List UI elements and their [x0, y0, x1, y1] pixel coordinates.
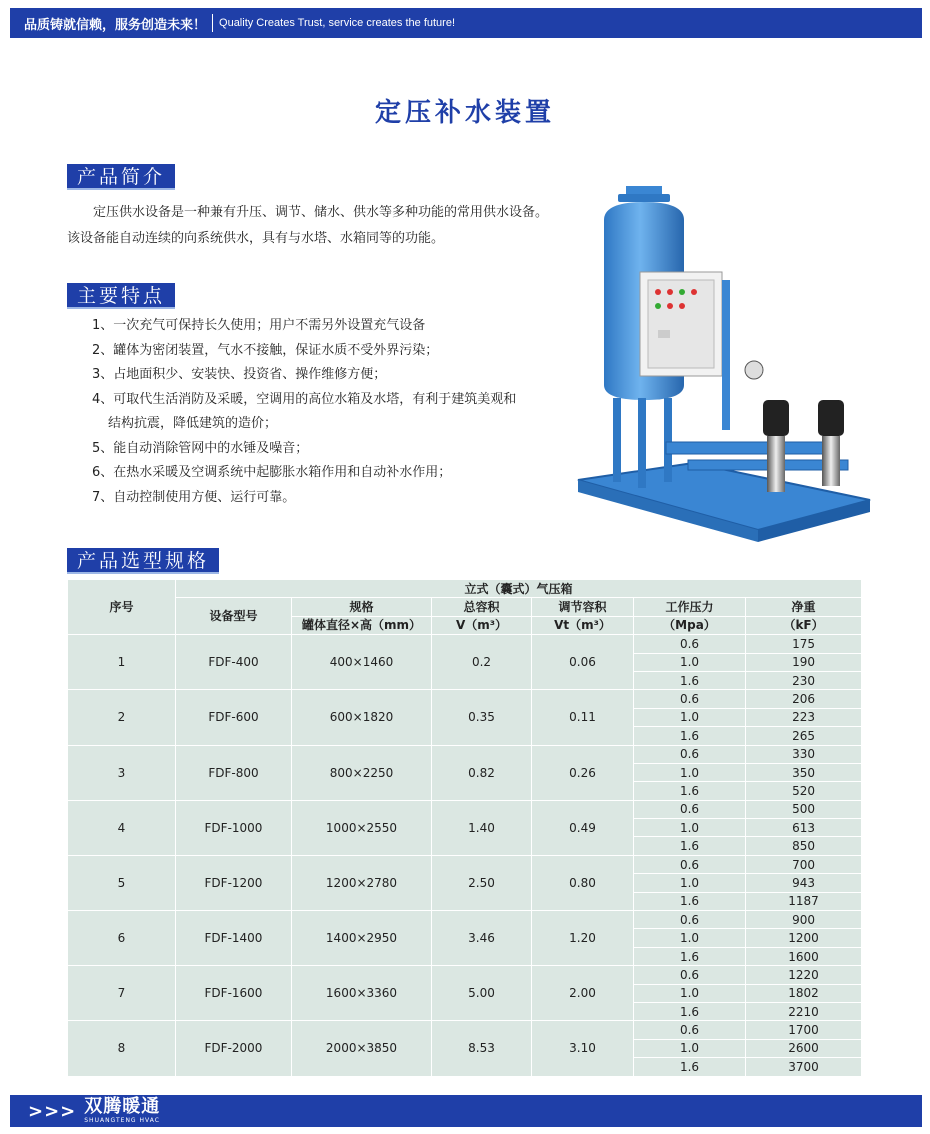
intro-heading: 产品简介 — [67, 164, 175, 190]
cell-weight: 2210 — [746, 1002, 862, 1020]
cell-size: 2000×3850 — [292, 1021, 432, 1076]
cell-volume: 2.50 — [432, 855, 532, 910]
cell-adjust: 3.10 — [532, 1021, 634, 1076]
cell-weight: 175 — [746, 635, 862, 653]
cell-weight: 190 — [746, 653, 862, 671]
slogan-en: Quality Creates Trust, service creates the future! — [219, 17, 455, 29]
features-heading: 主要特点 — [67, 283, 175, 309]
feature-item: 6、在热水采暖及空调系统中起膨胀水箱作用和自动补水作用； — [92, 465, 452, 480]
spec-table-body — [68, 635, 862, 1076]
cell-model: FDF-1600 — [176, 966, 292, 1021]
cell-pressure: 1.6 — [634, 892, 746, 910]
cell-volume: 0.2 — [432, 635, 532, 690]
cell-volume: 0.35 — [432, 690, 532, 745]
cell-pressure: 0.6 — [634, 745, 746, 763]
cell-weight: 850 — [746, 837, 862, 855]
cell-weight: 1220 — [746, 966, 862, 984]
cell-adjust: 0.11 — [532, 690, 634, 745]
cell-weight: 1700 — [746, 1021, 862, 1039]
cell-volume: 3.46 — [432, 911, 532, 966]
table-row — [68, 690, 862, 708]
table-row — [68, 745, 862, 763]
col-size-header: 规格 — [292, 598, 432, 616]
cell-pressure: 0.6 — [634, 800, 746, 818]
cell-size: 600×1820 — [292, 690, 432, 745]
group-header: 立式（囊式）气压箱 — [176, 580, 862, 598]
feature-item-continuation: 结构抗震，降低建筑的造价； — [108, 416, 278, 431]
cell-size: 400×1460 — [292, 635, 432, 690]
page-title: 定压补水装置 — [374, 98, 555, 128]
header-separator — [212, 14, 213, 32]
cell-adjust: 2.00 — [532, 966, 634, 1021]
features-list — [92, 314, 562, 510]
intro-paragraph: 定压供水设备是一种兼有升压、调节、储水、供水等多种功能的常用供水设备。该设备能自动连续的向系统供水，具有与水塔、水箱同等的功能。 — [67, 205, 549, 246]
cell-adjust: 0.26 — [532, 745, 634, 800]
table-row — [68, 911, 862, 929]
col-weight-unit: （kF） — [746, 616, 862, 634]
cell-pressure: 1.6 — [634, 947, 746, 965]
cell-seq: 3 — [68, 745, 176, 800]
intro-text — [67, 200, 557, 252]
cell-weight: 230 — [746, 671, 862, 689]
feature-item-text: 4、可取代生活消防及采暖，空调用的高位水箱及水塔，有利于建筑美观和 — [92, 391, 517, 407]
col-seq-header: 序号 — [68, 580, 176, 635]
cell-seq: 1 — [68, 635, 176, 690]
table-row — [68, 1021, 862, 1039]
col-volume-header: 总容积 — [432, 598, 532, 616]
col-adjust-unit: Vt（m³） — [532, 616, 634, 634]
feature-item: 3、占地面积少、安装快、投资省、操作维修方便； — [92, 367, 387, 382]
product-image — [558, 180, 876, 550]
col-adjust-header: 调节容积 — [532, 598, 634, 616]
cell-weight: 1802 — [746, 984, 862, 1002]
cell-weight: 700 — [746, 855, 862, 873]
cell-pressure: 1.6 — [634, 782, 746, 800]
cell-volume: 1.40 — [432, 800, 532, 855]
brand-logo — [84, 1098, 160, 1124]
feature-item: 5、能自动消除管网中的水锤及噪音； — [92, 440, 309, 456]
cell-seq: 8 — [68, 1021, 176, 1076]
cell-size: 1200×2780 — [292, 855, 432, 910]
footer-bar — [10, 1095, 922, 1127]
cell-weight: 1187 — [746, 892, 862, 910]
col-pressure-unit: （Mpa） — [634, 616, 746, 634]
cell-adjust: 1.20 — [532, 911, 634, 966]
table-row — [68, 635, 862, 653]
cell-model: FDF-1200 — [176, 855, 292, 910]
cell-model: FDF-400 — [176, 635, 292, 690]
cell-adjust: 0.80 — [532, 855, 634, 910]
cell-pressure: 1.6 — [634, 671, 746, 689]
feature-item: 2、罐体为密闭装置，气水不接触，保证水质不受外界污染； — [92, 342, 439, 358]
col-volume-unit: V（m³） — [432, 616, 532, 634]
spec-table — [67, 579, 862, 1077]
cell-size: 1400×2950 — [292, 911, 432, 966]
cell-weight: 943 — [746, 874, 862, 892]
cell-weight: 206 — [746, 690, 862, 708]
cell-weight: 2600 — [746, 1039, 862, 1057]
cell-volume: 5.00 — [432, 966, 532, 1021]
cell-weight: 350 — [746, 763, 862, 781]
cell-model: FDF-2000 — [176, 1021, 292, 1076]
cell-weight: 900 — [746, 911, 862, 929]
table-row — [68, 966, 862, 984]
control-cabinet — [640, 272, 730, 430]
cell-pressure: 1.0 — [634, 984, 746, 1002]
cell-weight: 613 — [746, 819, 862, 837]
cell-pressure: 1.6 — [634, 1002, 746, 1020]
cell-weight: 330 — [746, 745, 862, 763]
brand-name-en: SHUANGTENG HVAC — [84, 1117, 160, 1124]
cell-pressure: 1.0 — [634, 1039, 746, 1057]
cell-adjust: 0.06 — [532, 635, 634, 690]
cell-seq: 4 — [68, 800, 176, 855]
cell-size: 1600×3360 — [292, 966, 432, 1021]
cell-pressure: 1.0 — [634, 708, 746, 726]
col-pressure-header: 工作压力 — [634, 598, 746, 616]
specs-heading: 产品选型规格 — [67, 548, 219, 574]
cell-volume: 0.82 — [432, 745, 532, 800]
cell-pressure: 1.6 — [634, 727, 746, 745]
cell-pressure: 1.0 — [634, 874, 746, 892]
cell-size: 1000×2550 — [292, 800, 432, 855]
cell-weight: 3700 — [746, 1058, 862, 1076]
cell-pressure: 0.6 — [634, 635, 746, 653]
table-row — [68, 800, 862, 818]
header-bar — [10, 8, 922, 38]
footer-arrows: >>> — [28, 1100, 77, 1122]
cell-model: FDF-800 — [176, 745, 292, 800]
cell-weight: 1200 — [746, 929, 862, 947]
feature-item — [92, 388, 562, 437]
cell-weight: 500 — [746, 800, 862, 818]
cell-seq: 5 — [68, 855, 176, 910]
cell-weight: 520 — [746, 782, 862, 800]
cell-pressure: 1.6 — [634, 1058, 746, 1076]
cell-pressure: 1.0 — [634, 763, 746, 781]
feature-item: 1、一次充气可保持长久使用；用户不需另外设置充气设备 — [92, 318, 426, 333]
brand-name-cn: 双腾暖通 — [84, 1096, 161, 1117]
cell-model: FDF-1000 — [176, 800, 292, 855]
cell-pressure: 0.6 — [634, 690, 746, 708]
cell-adjust: 0.49 — [532, 800, 634, 855]
cell-model: FDF-600 — [176, 690, 292, 745]
cell-pressure: 1.0 — [634, 653, 746, 671]
cell-pressure: 0.6 — [634, 855, 746, 873]
cell-weight: 223 — [746, 708, 862, 726]
cell-seq: 6 — [68, 911, 176, 966]
table-row — [68, 855, 862, 873]
feature-item: 7、自动控制使用方便、运行可靠。 — [92, 489, 296, 505]
col-weight-header: 净重 — [746, 598, 862, 616]
cell-size: 800×2250 — [292, 745, 432, 800]
cell-model: FDF-1400 — [176, 911, 292, 966]
cell-weight: 265 — [746, 727, 862, 745]
cell-weight: 1600 — [746, 947, 862, 965]
col-size-unit: 罐体直径×高（mm） — [292, 616, 432, 634]
cell-seq: 2 — [68, 690, 176, 745]
cell-pressure: 1.0 — [634, 819, 746, 837]
col-model-header: 设备型号 — [176, 598, 292, 635]
slogan-cn: 品质铸就信赖，服务创造未来！ — [24, 17, 207, 33]
cell-pressure: 0.6 — [634, 1021, 746, 1039]
cell-volume: 8.53 — [432, 1021, 532, 1076]
cell-pressure: 0.6 — [634, 966, 746, 984]
cell-seq: 7 — [68, 966, 176, 1021]
cell-pressure: 0.6 — [634, 911, 746, 929]
cell-pressure: 1.0 — [634, 929, 746, 947]
cell-pressure: 1.6 — [634, 837, 746, 855]
